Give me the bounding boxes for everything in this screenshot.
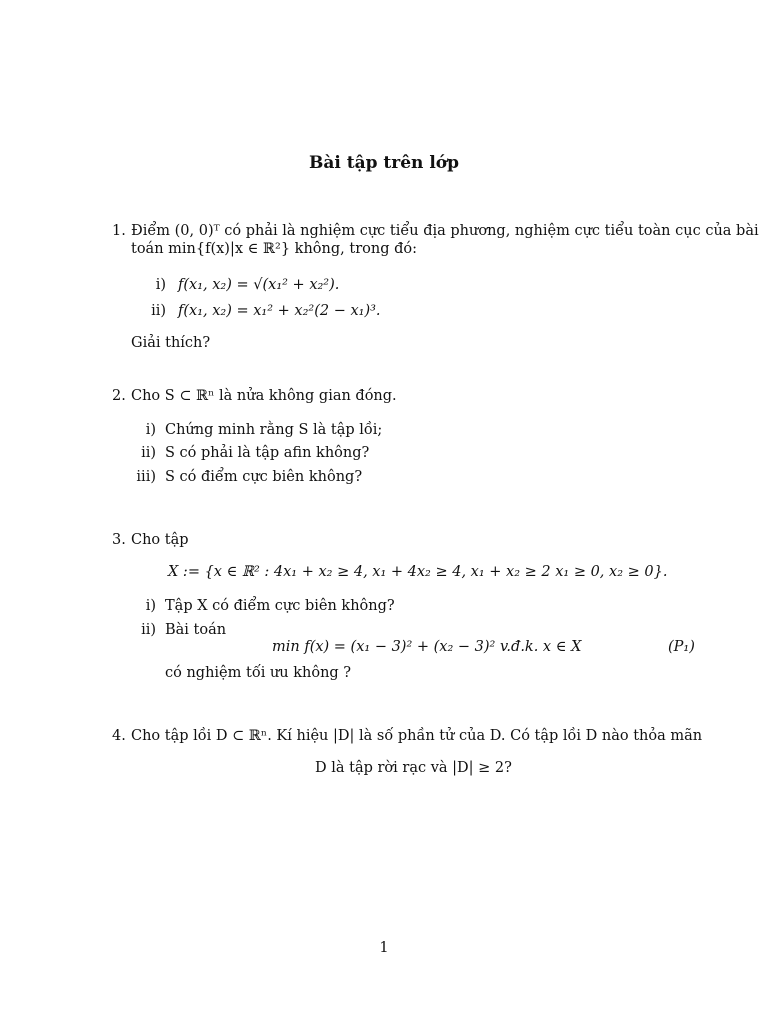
problem-4-display: D là tập rời rạc và |D| ≥ 2? — [315, 760, 512, 776]
problem-2-item-2-text: S có phải là tập afin không? — [165, 445, 370, 461]
problem-3-objective: min f(x) = (x₁ − 3)² + (x₂ − 3)² v.đ.k. x ∈ X — [272, 639, 582, 655]
problem-1-footer: Giải thích? — [131, 335, 211, 351]
problem-1-line1: Điểm (0, 0)ᵀ có phải là nghiệm cực tiểu địa phương, nghiệm cực tiểu toàn cục của bài — [131, 223, 759, 239]
page-number: 1 — [379, 940, 389, 956]
page-title: Bài tập trên lớp — [308, 153, 460, 173]
problem-4-line1: Cho tập lồi D ⊂ ℝⁿ. Kí hiệu |D| là số phần tử của D. Có tập lồi D nào thỏa mãn — [131, 728, 703, 744]
problem-1-item-1-label: i) — [155, 277, 166, 293]
problem-1-item-2-text: f(x₁, x₂) = x₁² + x₂²(2 − x₁)³. — [178, 303, 381, 319]
problem-2-line1: Cho S ⊂ ℝⁿ là nửa không gian đóng. — [131, 388, 397, 404]
problem-2-item-1-label: i) — [145, 422, 156, 438]
problem-2-item-3-label: iii) — [136, 469, 156, 485]
problem-3-set-definition: X := {x ∈ ℝ² : 4x₁ + x₂ ≥ 4, x₁ + 4x₂ ≥ 4, x₁ + x₂ ≥ 2 x₁ ≥ 0, x₂ ≥ 0}. — [168, 564, 668, 580]
problem-3-after: có nghiệm tối ưu không ? — [165, 665, 352, 681]
problem-3-line1: Cho tập — [131, 532, 189, 548]
problem-4-number: 4. — [112, 728, 126, 744]
problem-1-item-2-label: ii) — [151, 303, 166, 319]
problem-3-equation-tag: (P₁) — [668, 639, 695, 655]
problem-2-number: 2. — [112, 388, 126, 404]
problem-3-item-1-label: i) — [145, 598, 156, 614]
problem-3-item-2-label: ii) — [141, 622, 156, 638]
problem-3-item-2-text: Bài toán — [165, 622, 227, 638]
problem-2-item-3-text: S có điểm cực biên không? — [165, 469, 363, 485]
problem-1-line2: toán min{f(x)|x ∈ ℝ²} không, trong đó: — [131, 241, 417, 257]
problem-2-item-2-label: ii) — [141, 445, 156, 461]
problem-3-number: 3. — [112, 532, 126, 548]
problem-3-item-1-text: Tập X có điểm cực biên không? — [165, 598, 395, 614]
problem-1-item-1-text: f(x₁, x₂) = √(x₁² + x₂²). — [178, 277, 340, 293]
problem-2-item-1-text: Chứng minh rằng S là tập lồi; — [165, 422, 383, 438]
problem-1-number: 1. — [112, 223, 126, 239]
